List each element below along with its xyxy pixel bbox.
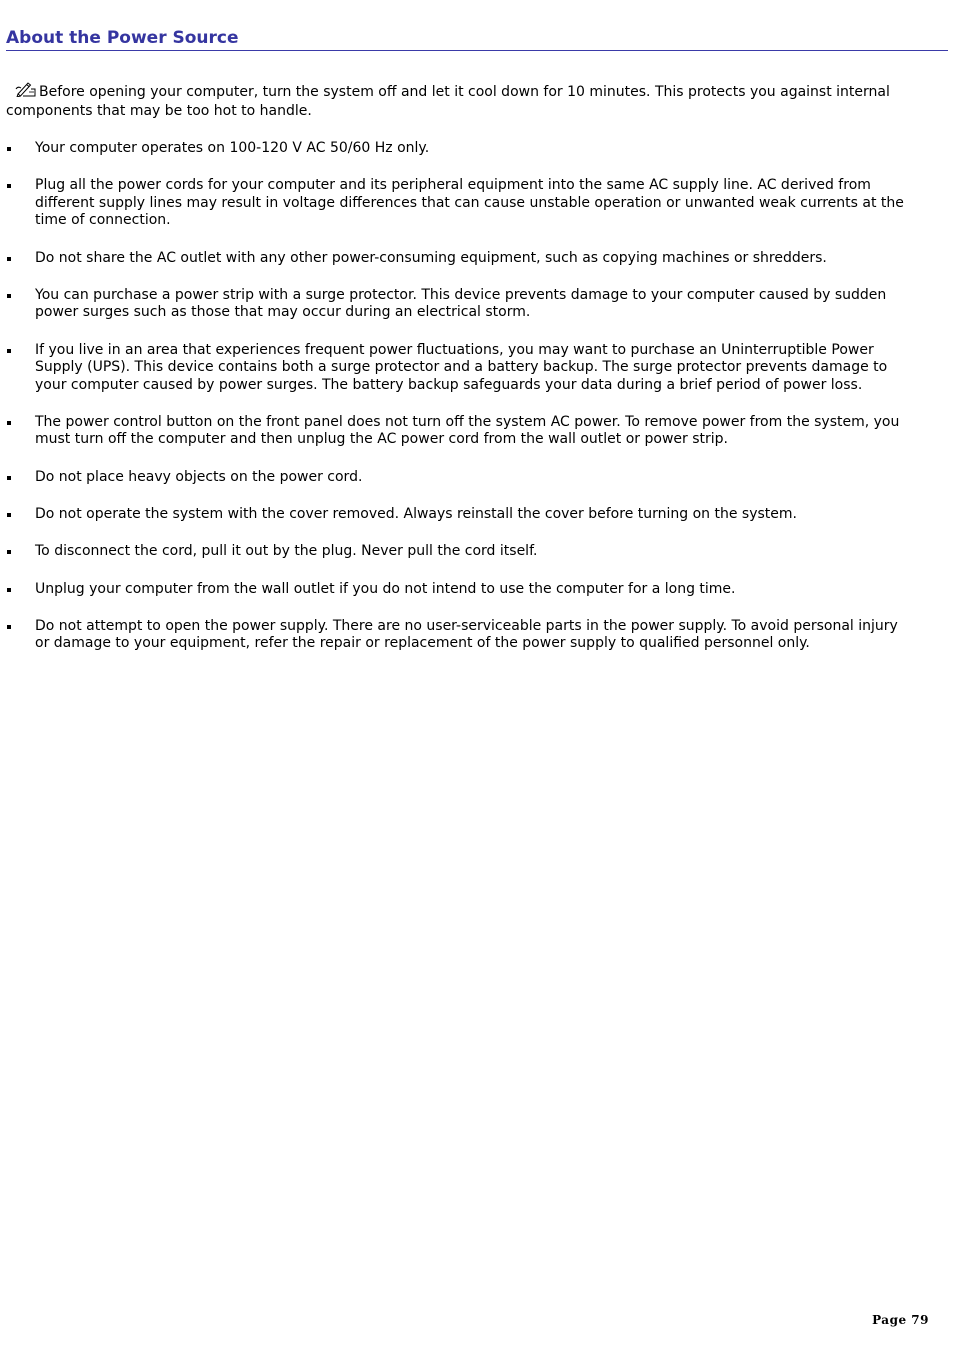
- square-bullet-icon: [7, 349, 11, 353]
- list-item: [0, 506, 954, 524]
- list-item-text: If you live in an area that experiences frequent power fluctuations, you may want to purchase an Uninterruptible Power Supply (UPS). This device contains both a surge protector and a battery backup. The surge protector prevents damage to your computer caused by power surges. The battery backup safeguards your data during a brief period of power loss.: [35, 341, 888, 393]
- list-item-text: Unplug your computer from the wall outlet if you do not intend to use the computer for a long time.: [35, 580, 736, 597]
- square-bullet-icon: [7, 476, 11, 480]
- list-item: [0, 250, 954, 268]
- square-bullet-icon: [7, 625, 11, 629]
- list-item: [0, 414, 954, 449]
- list-item: [0, 618, 954, 653]
- note-text: Before opening your computer, turn the system off and let it cool down for 10 minutes. This protects you against internal components that may be too hot to handle.: [6, 84, 890, 119]
- list-item: [0, 581, 954, 599]
- list-item-text: Do not share the AC outlet with any other power-consuming equipment, such as copying machines or shredders.: [35, 249, 827, 266]
- list-item-text: Your computer operates on 100-120 V AC 50/60 Hz only.: [35, 140, 430, 156]
- list-item-text: Do not place heavy objects on the power cord.: [35, 468, 363, 485]
- list-item: [0, 177, 954, 230]
- square-bullet-icon: [7, 184, 11, 188]
- list-item: [0, 469, 954, 487]
- note-paragraph: [6, 81, 936, 120]
- square-bullet-icon: [7, 147, 11, 151]
- list-item-text: Do not operate the system with the cover removed. Always reinstall the cover before turning on the system.: [35, 506, 797, 523]
- list-item-text: You can purchase a power strip with a surge protector. This device prevents damage to your computer caused by sudden power surges such as those that may occur during an electrical storm.: [35, 286, 887, 321]
- square-bullet-icon: [7, 513, 11, 517]
- list-item: [0, 287, 954, 322]
- square-bullet-icon: [7, 588, 11, 592]
- bullet-list: [0, 140, 954, 673]
- list-item: [0, 140, 954, 158]
- list-item: [0, 543, 954, 561]
- list-item-text: To disconnect the cord, pull it out by the plug. Never pull the cord itself.: [35, 543, 538, 560]
- square-bullet-icon: [7, 550, 11, 554]
- square-bullet-icon: [7, 294, 11, 298]
- square-bullet-icon: [7, 421, 11, 425]
- page-title: About the Power Source: [6, 28, 239, 48]
- list-item-text: Do not attempt to open the power supply. There are no user-serviceable parts in the power supply. To avoid personal injury or damage to your equipment, refer the repair or replacement of the power supply to qualified personnel only.: [35, 617, 898, 652]
- list-item-text: Plug all the power cords for your computer and its peripheral equipment into the same AC supply line. AC derived from different supply lines may result in voltage differences that can cause unstable operation or unwanted weak currents at the time of connection.: [35, 177, 904, 229]
- title-section: [6, 28, 948, 51]
- list-item-text: The power control button on the front panel does not turn off the system AC power. To remove power from the system, you must turn off the computer and then unplug the AC power cord from the wall outlet or power strip.: [35, 413, 900, 448]
- writing-hand-icon: [15, 81, 37, 103]
- square-bullet-icon: [7, 257, 11, 261]
- list-item: [0, 342, 954, 395]
- page-number: Page 79: [872, 1313, 929, 1327]
